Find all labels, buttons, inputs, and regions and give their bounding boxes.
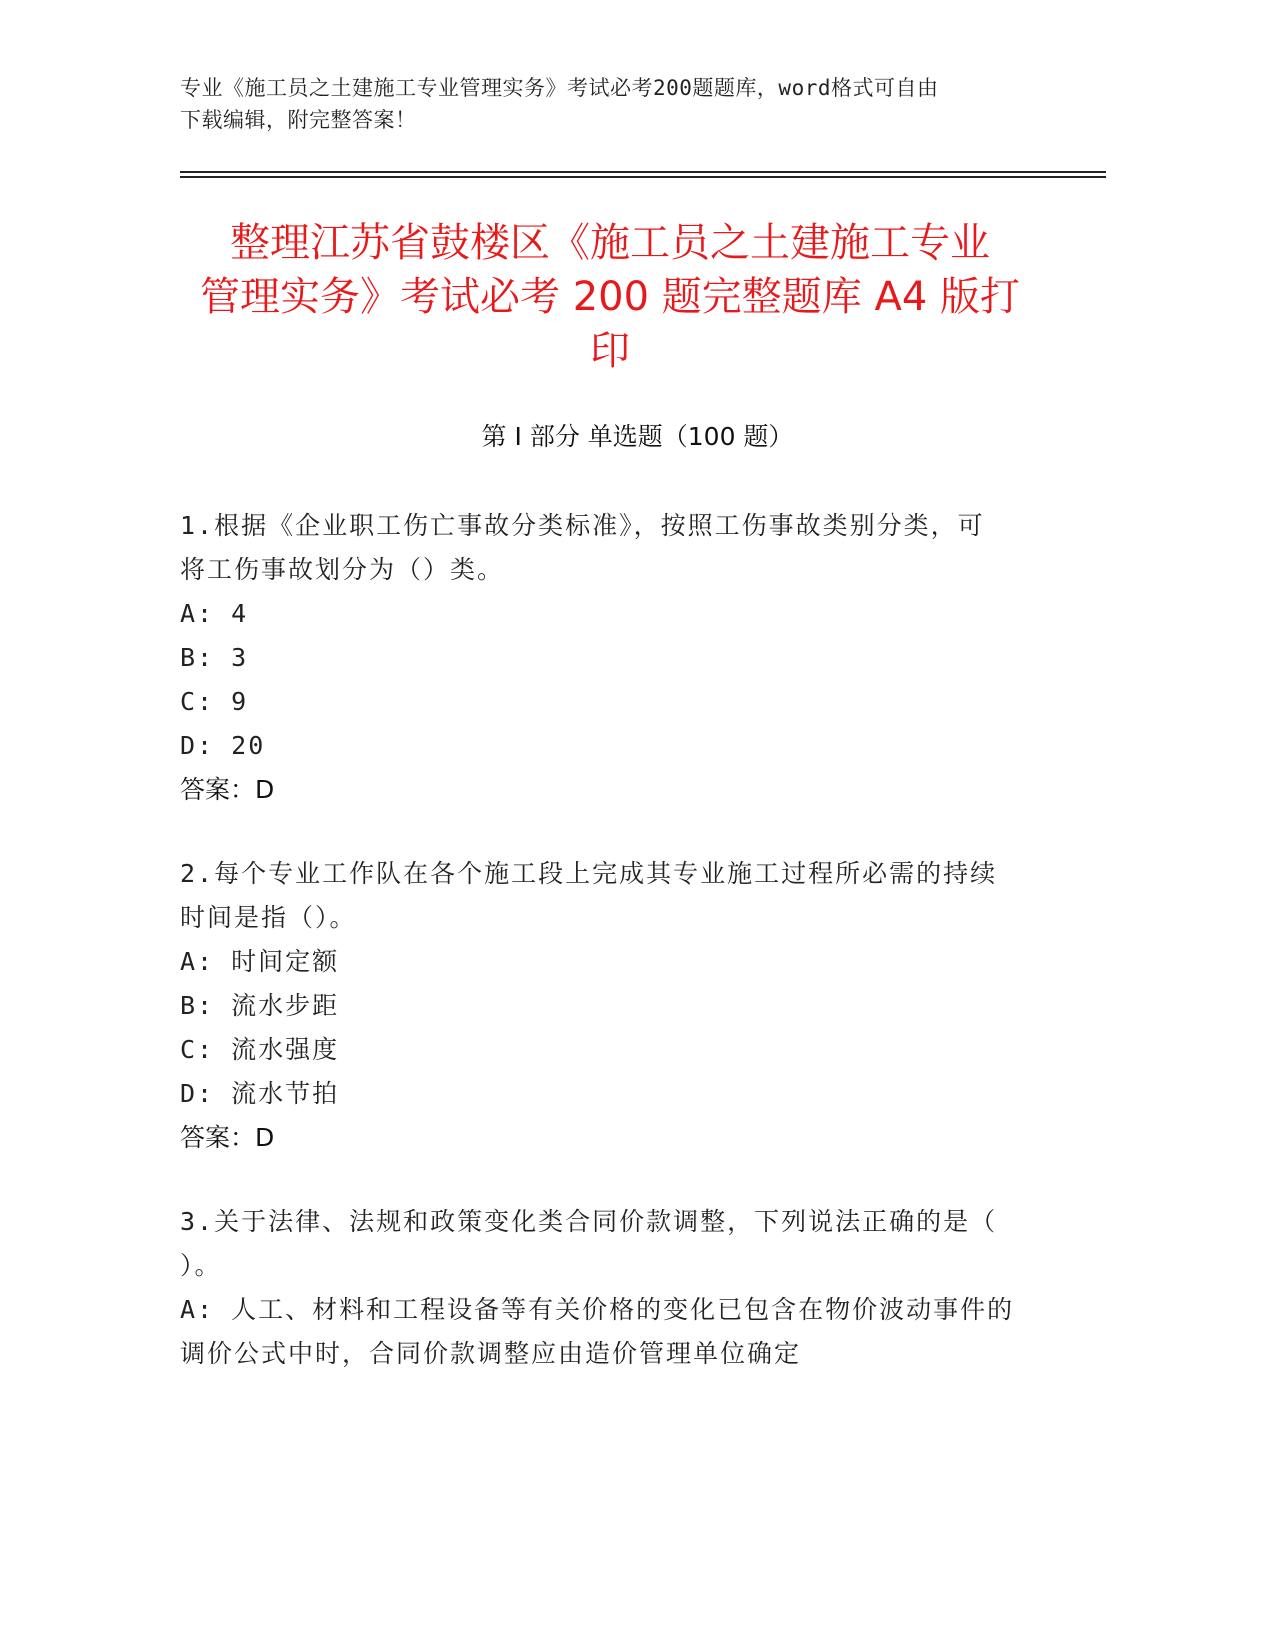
- title-line-2: 管理实务》考试必考 200 题完整题库 A4 版打: [199, 274, 1021, 320]
- question-3-option-a-line-1: A: 人工、材料和工程设备等有关价格的变化已包含在物价波动事件的: [180, 1295, 1015, 1324]
- section-title: 第 I 部分 单选题（100 题）: [481, 422, 794, 451]
- question-2-option-d: D: 流水节拍: [180, 1079, 340, 1108]
- question-2-option-c: C: 流水强度: [180, 1035, 340, 1064]
- question-2-option-a: A: 时间定额: [180, 947, 340, 976]
- header-rule-bottom: [180, 176, 1106, 178]
- question-2-option-b: B: 流水步距: [180, 991, 340, 1020]
- header-note-line-2: 下载编辑，附完整答案！: [180, 108, 417, 132]
- question-3-option-a-line-2: 调价公式中时，合同价款调整应由造价管理单位确定: [180, 1339, 802, 1368]
- question-1: [180, 504, 1040, 812]
- question-1-stem-line-2: 将工伤事故划分为（）类。: [180, 555, 505, 584]
- header-note-line-1: 专业《施工员之土建施工专业管理实务》考试必考200题题库，word格式可自由: [180, 76, 939, 100]
- question-3-stem-line-2: ）。: [180, 1251, 222, 1280]
- title-line-1: 整理江苏省鼓楼区《施工员之土建施工专业: [230, 220, 990, 266]
- header-rule-top: [180, 171, 1106, 173]
- title-line-3: 印: [590, 328, 630, 374]
- question-1-option-b: B: 3: [180, 643, 249, 672]
- document-title: [150, 216, 1070, 378]
- question-2-answer: 答案：D: [180, 1123, 275, 1152]
- question-1-answer: 答案：D: [180, 775, 275, 804]
- question-3-stem-line-1: 3.关于法律、法规和政策变化类合同价款调整，下列说法正确的是（: [180, 1207, 998, 1236]
- question-2: [180, 852, 1040, 1160]
- question-1-option-d: D: 20: [180, 731, 266, 760]
- question-3: [180, 1200, 1040, 1376]
- question-1-option-a: A: 4: [180, 599, 249, 628]
- question-1-stem-line-1: 1.根据《企业职工伤亡事故分类标准》，按照工伤事故类别分类，可: [180, 511, 985, 540]
- question-1-option-c: C: 9: [180, 687, 249, 716]
- question-2-stem-line-1: 2.每个专业工作队在各个施工段上完成其专业施工过程所必需的持续: [180, 859, 998, 888]
- question-2-stem-line-2: 时间是指（）。: [180, 903, 357, 932]
- header-note: [180, 72, 1040, 136]
